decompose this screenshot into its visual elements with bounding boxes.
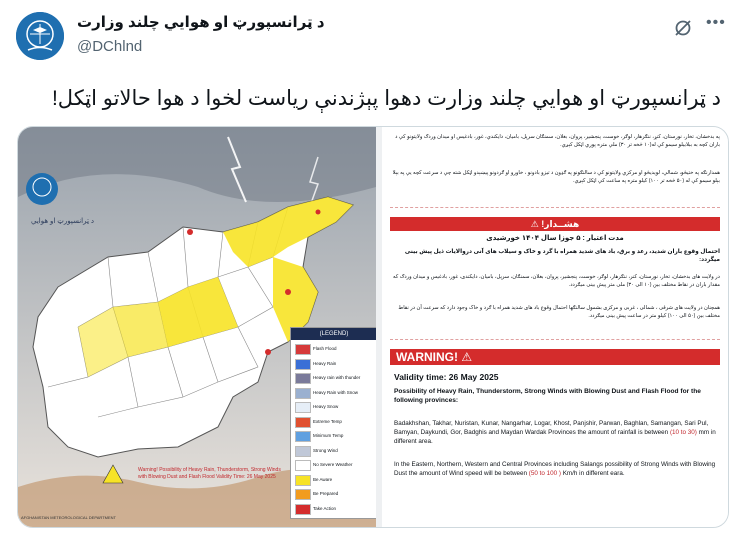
legend-swatch [295, 460, 311, 471]
pashto-rain-paragraph: په بدخشان، تخار، نورستان، کنړ، ننګرهار، لوګر، خوست، پنجشیر، پروان، بغلان، سمنګان سرپل، بامیان، دایکندي، غور، بادغیس او میدان وردګ ولایتونو کې د باران کچه به ببلابیلو سیمو کې له(۱۰ څخه تر ۳۰) ملي متره پورې اټکل کېږي. [395, 134, 720, 148]
legend-label: Take Action [313, 505, 337, 511]
legend-swatch [295, 344, 311, 355]
map-footer: AFGHANISTAN METEOROLOGICAL DEPARTMENT [21, 515, 116, 520]
legend-label: Heavy Snow [313, 404, 339, 409]
divider-line [390, 339, 720, 340]
rain-range: (10 to 30) [669, 429, 697, 436]
legend-label: Strong Wind [313, 447, 338, 453]
forecast-map-panel [18, 127, 376, 527]
dari-rain-paragraph: در ولایت های بدخشان، تخار، نورستان، کنر، ننګرهار، لوګر، خوست، پنجشیر، پروان، بغلان، سمنګان، سرپل، بامیان، دایکندی، غور، بادغیس و میدان وردګ که مقدار باران در نقاط مختلف بین (۱۰ الی ۳۰) ملی متر پیش بینی میګردد. [393, 274, 720, 288]
map-legend [290, 327, 376, 519]
tweet-media-image[interactable] [17, 126, 729, 528]
more-options-icon[interactable]: ••• [706, 14, 726, 31]
legend-item [295, 487, 375, 500]
divider-line [390, 207, 720, 208]
legend-swatch [295, 417, 311, 428]
legend-label: Heavy Rain with Snow [313, 389, 359, 395]
map-ministry-label: د ټرانسپورټ او هوايي [31, 218, 94, 225]
warning-text-panel [382, 127, 728, 527]
legend-label: No Severe Weather [313, 462, 353, 467]
wind-text-part-b: Km/h in different eara. [560, 470, 625, 477]
ministry-logo-icon [16, 12, 64, 60]
wind-text-part-a: In the Eastern, Northern, Western and Central Provinces including Salangs possibility of Strong Winds with Blowing Dust the amount of Wind speed will be between [394, 461, 716, 477]
legend-swatch [295, 431, 311, 442]
legend-swatch [295, 504, 311, 515]
dari-possibility: احتمال وقوع باران شدید، رعد و برق، باد های شدید همراه با گرد و خاک و سیلاب های آنی دروالایات ذیل پیش بینی میگردد: [404, 249, 720, 263]
legend-item [295, 342, 375, 355]
legend-item [295, 386, 375, 399]
legend-swatch [295, 489, 311, 500]
english-wind-paragraph [394, 460, 716, 478]
dari-warning-banner: هشــدار! ⚠ [390, 217, 720, 231]
legend-label: Extreme Temp [313, 418, 342, 424]
legend-item [295, 400, 375, 413]
legend-item [295, 415, 375, 428]
map-warning-text: Warning! Possibility of Heavy Rain, Thunderstorm, Strong Winds with Blowing Dust and Flash Flood Validity Time: 26 May 2025 [138, 467, 281, 480]
legend-item [295, 371, 375, 384]
pashto-wind-paragraph: همدارنګه په ختیځو، شمالي، لویدیځو او مرکزي ولایتونو کې د سالنګونو په ګډون د تیزو بادونو ، خاورو او ګردونو پیښېدو اټکل شته چې د سرعت کچه یې په بېلا بېلو سیمو کې له (۵۰ څخه تر ۱۰۰) کیلو متره په ساعت کې اټکل کېږي. [392, 170, 720, 184]
legend-swatch [295, 373, 311, 384]
rain-text-part-a: Badakhshan, Takhar, Nuristan, Kunar, Nangarhar, Logar, Khost, Panjshir, Parwan, Baghlan, Samangan, Sari Pul, Bamyan, Daykundi, Gor, Badghis and Maydan Wardak Provinces the amount of rainfall is between [394, 420, 709, 436]
wind-range: (50 to 100 ) [528, 470, 561, 477]
english-possibility: Possibility of Heavy Rain, Thunderstorm, Strong Winds with Blowing Dust and Flash Flood for the following provinces: [394, 388, 701, 404]
english-validity: Validity time: 26 May 2025 [394, 372, 499, 382]
legend-label: Heavy Rain [313, 360, 337, 366]
legend-swatch [295, 402, 311, 413]
legend-item [295, 429, 375, 442]
legend-swatch [295, 388, 311, 399]
english-warning-banner: WARNING! ⚠ [390, 349, 720, 365]
rain-text-part-b: mm in different area. [394, 429, 716, 445]
dari-validity: مدت اعتبار : ۵ جوزا سال ۱۴۰۴ خورشیدی [486, 235, 624, 242]
legend-label: Flash Flood [313, 346, 337, 351]
legend-swatch [295, 475, 311, 486]
legend-label: Be Aware [313, 476, 333, 482]
english-rain-paragraph [394, 419, 716, 446]
legend-label: Be Prepared [313, 491, 339, 496]
legend-item [295, 458, 375, 471]
dari-wind-paragraph: همچنان در ولایت های شرقی ، شمالی ، غربی و مرکزی بشمول سالنګها احتمال وقوع باد های شدید همراه با ګرد و خاک وجود دارد که سرعت آن در نقاط مختلف بین (۵۰ الی ۱۰۰) کیلو متر در ساعت پیش بینی میګردد. [398, 305, 720, 319]
grok-icon[interactable] [673, 18, 693, 38]
tweet-text: د ټرانسپورټ او هوايي چلند وزارت دهوا پېژندنې ریاست لخوا د هوا حالاتو اټکل! [51, 87, 721, 110]
legend-item [295, 444, 375, 457]
legend-swatch [295, 446, 311, 457]
legend-item [295, 357, 375, 370]
account-name[interactable]: د ټرانسپورټ او هوايي چلند وزارت [77, 14, 325, 31]
legend-label: Minimum Temp [313, 433, 344, 438]
legend-item [295, 502, 375, 515]
avatar[interactable] [16, 12, 64, 60]
legend-swatch [295, 359, 311, 370]
legend-item [295, 473, 375, 486]
legend-title: (LEGEND) [291, 328, 376, 340]
account-handle[interactable]: @DChlnd [77, 38, 143, 55]
legend-label: Heavy rain with thunder [313, 375, 361, 380]
